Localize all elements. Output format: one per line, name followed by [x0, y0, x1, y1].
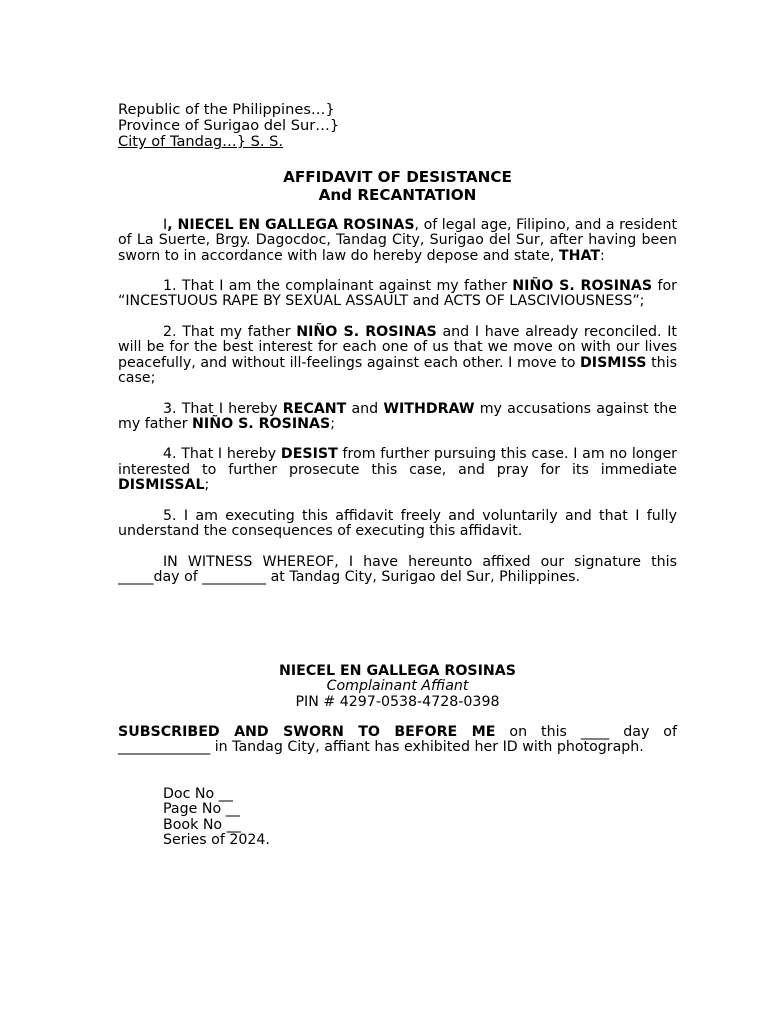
series-year: Series of 2024. — [163, 831, 270, 848]
para1-text-end: for “INCESTUOUS RAPE BY SEXUAL ASSAULT and ACTS OF LASCIVIOUSNESS”; — [118, 278, 677, 310]
jurat-paragraph — [118, 725, 677, 756]
intro-text: , of legal age, Filipino, and a resident of La Suerte, Brgy. Dagocdoc, Tandag City, Surigao del Sur, after having been sworn to in accordance with law do hereby depose and state, — [118, 217, 678, 264]
affidavit-body — [118, 218, 677, 600]
venue-block — [118, 102, 677, 150]
paragraph-5: 5. I am executing this affidavit freely and voluntarily and that I fully understand the consequences of executing this affidavit. — [118, 507, 677, 539]
para4-text-mid: from further pursuing this case. I am no longer interested to further prosecute this case, and pray for its immediate — [118, 446, 678, 478]
intro-pronoun: I — [163, 217, 168, 233]
para1-text-start: 1. That I am the complainant against my father — [163, 278, 513, 295]
para3-text-mid: my accusations against the my father — [118, 400, 677, 432]
para2-text-start: 2. That my father — [163, 324, 297, 341]
affiant-name: , NIECEL EN GALLEGA ROSINAS — [167, 217, 415, 233]
signature-block — [118, 664, 677, 710]
title-line-1: AFFIDAVIT OF DESISTANCE — [283, 168, 512, 186]
jurat-block — [118, 725, 677, 756]
respondent-name: NIÑO S. ROSINAS — [512, 278, 653, 295]
venue-republic: Republic of the Philippines…} — [118, 101, 335, 118]
venue-city: City of Tandag…} S. S. — [118, 133, 284, 150]
dismissal-keyword: DISMISSAL — [118, 477, 205, 494]
that-keyword: THAT — [558, 247, 601, 264]
para3-text-end: ; — [330, 415, 335, 432]
notarial-register — [163, 787, 270, 848]
document-title — [118, 168, 677, 204]
desist-keyword: DESIST — [280, 446, 338, 463]
witness-paragraph: IN WITNESS WHEREOF, I have hereunto affixed our signature this _____day of _________ at Tandag City, Surigao del Sur, Philippines. — [118, 553, 677, 585]
recant-keyword: RECANT — [282, 400, 347, 417]
affiant-pin: PIN # 4297-0538-4728-0398 — [295, 693, 500, 710]
para4-text-end: ; — [204, 477, 210, 494]
respondent-name: NIÑO S. ROSINAS — [192, 415, 331, 432]
paragraph-1 — [118, 279, 677, 310]
venue-province: Province of Surigao del Sur…} — [118, 117, 340, 134]
affiant-signature-name: NIECEL EN GALLEGA ROSINAS — [279, 663, 516, 679]
withdraw-keyword: WITHDRAW — [383, 400, 475, 417]
respondent-name: NIÑO S. ROSINAS — [296, 324, 437, 341]
dismiss-keyword: DISMISS — [580, 354, 647, 371]
intro-colon: : — [600, 247, 605, 264]
para3-and: and — [346, 400, 384, 417]
page-number: Page No __ — [163, 801, 240, 818]
title-line-2: And RECANTATION — [318, 186, 477, 204]
affiant-role: Complainant Affiant — [326, 678, 469, 695]
para2-text-end: this case; — [118, 354, 677, 386]
paragraph-3 — [118, 402, 677, 433]
paragraph-2 — [118, 325, 677, 386]
doc-number: Doc No __ — [163, 786, 233, 802]
jurat-text: on this ____ day of _____________ in Tandag City, affiant has exhibited her ID with photograph. — [118, 724, 677, 756]
jurat-heading: SUBSCRIBED AND SWORN TO BEFORE ME — [118, 724, 496, 740]
para2-text-mid: and I have already reconciled. It will be for the best interest for each one of us that we move on with our lives peacefully, and without ill-feelings against each other. I move to — [118, 324, 677, 371]
para3-text-start: 3. That I hereby — [163, 400, 283, 417]
para4-text-start: 4. That I hereby — [163, 446, 281, 463]
book-number: Book No __ — [163, 816, 241, 833]
paragraph-4 — [118, 447, 677, 493]
intro-paragraph — [118, 218, 677, 264]
